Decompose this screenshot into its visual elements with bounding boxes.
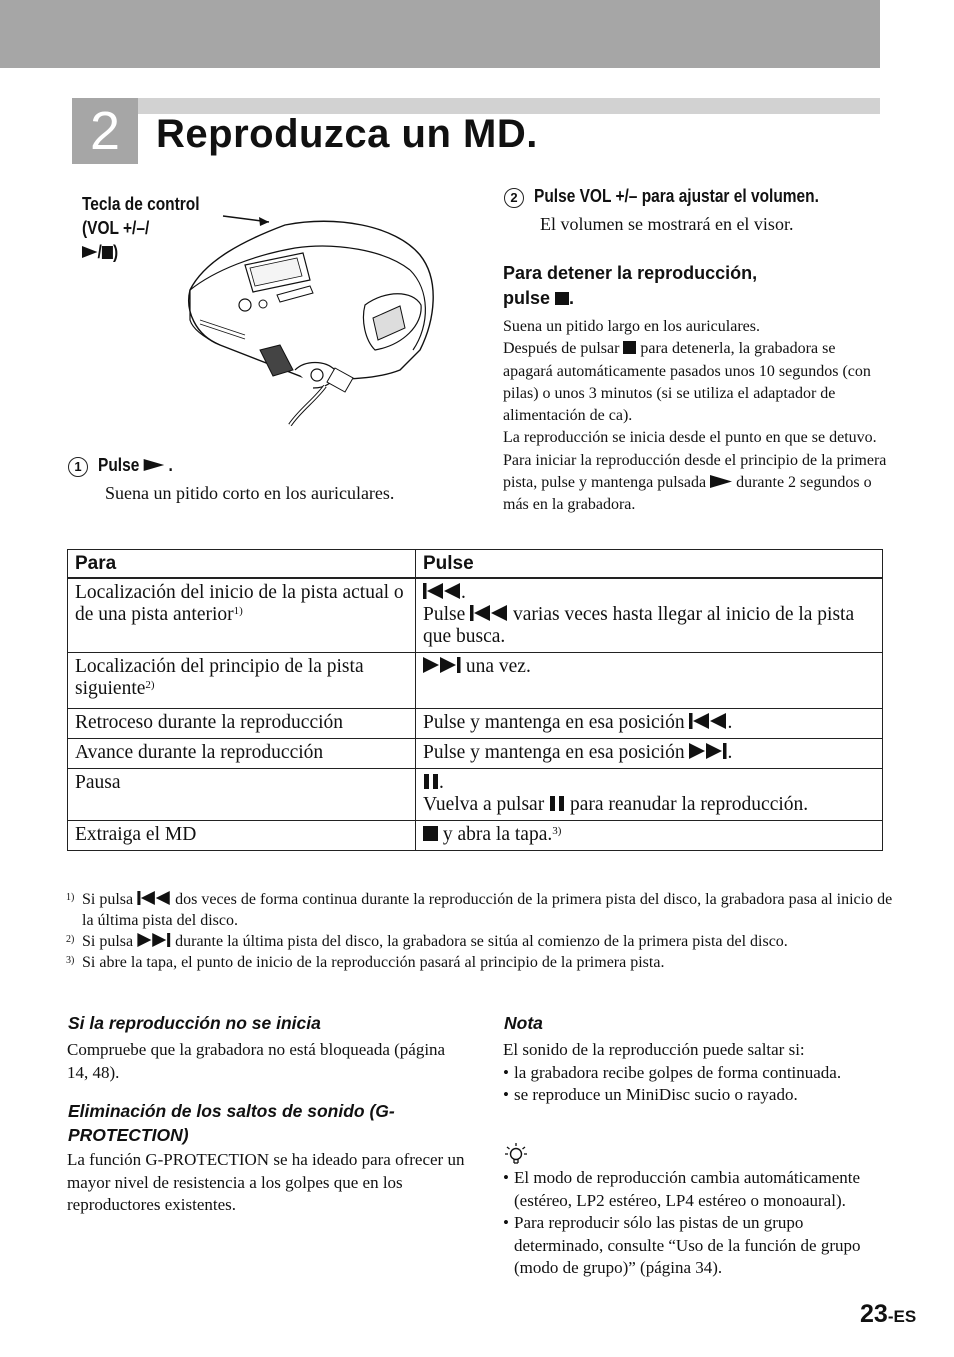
table-cell [416,821,883,851]
fast-forward-icon [689,743,727,759]
lightbulb-icon [505,1142,527,1166]
no-init-body: Compruebe que la grabadora no está bloqueada (página 14, 48). [67,1040,446,1082]
play-icon [82,245,97,259]
list-item: • El modo de reproducción cambia automáticamente (estéreo, LP2 estéreo, LP4 estéreo o monoaural). [503,1167,883,1212]
stop-icon [423,826,438,841]
table-cell [416,769,883,821]
stop-p2 [503,338,888,427]
row4-pulse-b: . [727,742,733,763]
step-1: 1 Pulse . [68,455,185,477]
table-row [68,653,883,709]
g-protection-heading: Eliminación de los saltos de sonido (G-PROTECTION) [68,1101,395,1145]
footnote-ref: 2) [145,679,155,691]
footnote-ref: 3) [552,825,562,837]
no-init-heading: Si la reproducción no se inicia [68,1013,321,1033]
table-cell [68,653,416,709]
md-recorder-illustration [185,210,445,430]
table-cell: Avance durante la reproducción [68,739,416,769]
table-cell [416,739,883,769]
stop-heading-line1: Para detener la reproducción, [503,263,758,283]
stop-heading-line2: pulse . [503,288,575,308]
row6-pulse-a: y abra la tapa. [442,824,553,845]
list-item: • Para reproducir sólo las pistas de un grupo determinado, consulte “Uso de la función de grupo (modo de grupo)” (página 34). [503,1212,883,1280]
table-row [68,821,883,851]
callout-line-3 [82,240,200,264]
table-row [68,709,883,739]
stop-p2-b: para detenerla, la grabadora se apagará automáticamente pasados unos 10 segundos (con pilas) o unos 3 minutos (si se utiliza el adaptador de alimentación de ca). [503,340,871,425]
table-header-pulse: Pulse [416,550,883,579]
stop-icon [102,245,113,259]
table-cell [68,578,416,653]
note-heading: Nota [504,1013,543,1033]
table-cell: Pausa [68,769,416,821]
control-key-callout [82,192,200,264]
footnote-2-b: durante la última pista del disco, la grabadora se sitúa al comienzo de la primera pista del disco. [175,933,788,950]
step-number-box: 2 [72,98,138,164]
row1-pulse-b: Pulse [423,604,466,625]
stop-p3 [503,427,888,516]
header-band [0,0,880,68]
list-item: • la grabadora recibe golpes de forma continuada. [503,1062,883,1085]
stop-icon [623,341,636,354]
g-protection-body: La función G-PROTECTION se ha ideado para ofrecer un mayor nivel de resistencia a los golpes que en los reproductores existentes. [67,1150,465,1214]
play-icon [144,458,165,472]
step-2-number: 2 [504,188,524,208]
footnotes [66,889,896,973]
row3-pulse-a: Pulse y mantenga en esa posición [423,712,685,733]
callout-line-1: Tecla de control [82,194,200,214]
note-intro: El sonido de la reproducción puede saltar si: [503,1040,805,1059]
page-number-suffix: -ES [887,1307,917,1326]
step-1-description: Suena un pitido corto en los auriculares. [105,483,395,503]
stop-playback-body [503,316,888,517]
stop-heading-pulse: pulse [503,288,551,308]
step-2-description: El volumen se mostrará en el visor. [540,214,794,234]
step-2 [504,186,865,208]
callout-slash: / [97,242,102,262]
row1-pulse-a: . [461,582,466,603]
stop-p3-b: durante 2 segundos o más en la grabadora. [503,474,872,514]
next-track-icon [137,933,171,947]
table-header-row [68,550,883,579]
callout-close: ) [112,242,119,262]
footnote-2-a: Si pulsa [82,933,134,950]
footnote-3: 3) Si abre la tapa, el punto de inicio de la reproducción pasará al principio de la primera pista. [66,954,665,971]
pause-icon [549,796,565,811]
row1-pulse-c: varias veces hasta llegar al inicio de la pista que busca. [423,604,855,647]
stop-p2-a: Después de pulsar [503,340,620,358]
table-cell [416,653,883,709]
page-number [860,1300,916,1329]
footnote-1-b: dos veces de forma continua durante la reproducción de la primera pista del disco, la grabadora pasa al inicio de la última pista del disco. [82,891,893,929]
step-1-label: Pulse [98,455,140,475]
footnote-ref: 1) [233,605,243,617]
play-icon [710,475,732,488]
pause-icon [423,774,439,789]
previous-track-icon [423,583,461,599]
list-item: • se reproduce un MiniDisc sucio o rayado. [503,1084,883,1107]
page-number-value: 23 [860,1300,888,1328]
table-row [68,739,883,769]
table-cell [416,709,883,739]
previous-track-icon [137,891,171,905]
step-2-label: Pulse VOL +/– para ajustar el volumen. [534,186,819,206]
footnote-1-a: Si pulsa [82,891,134,908]
table-cell: Extraiga el MD [68,821,416,851]
row2-para: Localización del principio de la pista siguiente [75,656,364,699]
footnote-3-a: Si abre la tapa, el punto de inicio de la reproducción pasará al principio de la primera pista. [82,954,665,971]
row1-para: Localización del inicio de la pista actual o de una pista anterior [75,582,404,625]
footnote-2: 2) Si pulsa durante la última pista del disco, la grabadora se sitúa al comienzo de la primera pista del disco. [66,933,788,950]
note-body [503,1039,883,1107]
tip-body [503,1167,883,1280]
row5-pulse-b: Vuelva a pulsar [423,794,545,815]
row5-pulse-a: . [439,772,444,793]
row2-pulse-a: una vez. [465,656,531,677]
row3-pulse-b: . [727,712,733,733]
rewind-icon [689,713,727,729]
stop-icon [555,291,569,305]
stop-p1: Suena un pitido largo en los auriculares. [503,318,760,335]
row4-pulse-a: Pulse y mantenga en esa posición [423,742,685,763]
table-header-para: Para [68,550,416,579]
page-title: Reproduzca un MD. [156,112,538,156]
operations-table [67,549,883,851]
footnote-1: 1) Si pulsa dos veces de forma continua durante la reproducción de la primera pista del disco, la grabadora pasa al inicio de la última pista del disco. [66,891,893,929]
stop-p3-a: La reproducción se inicia desde el punto en que se detuvo. Para iniciar la reproducción desde el principio de la primera pista, pulse y mantenga pulsada [503,429,887,492]
table-row [68,769,883,821]
previous-track-icon [470,605,508,621]
table-cell: Retroceso durante la reproducción [68,709,416,739]
stop-playback-heading [503,261,893,311]
step-1-number: 1 [68,457,88,477]
row5-pulse-c: para reanudar la reproducción. [569,794,809,815]
next-track-icon [423,657,461,673]
table-row [68,578,883,653]
callout-line-2: (VOL +/–/ [82,218,150,238]
table-cell [416,578,883,653]
